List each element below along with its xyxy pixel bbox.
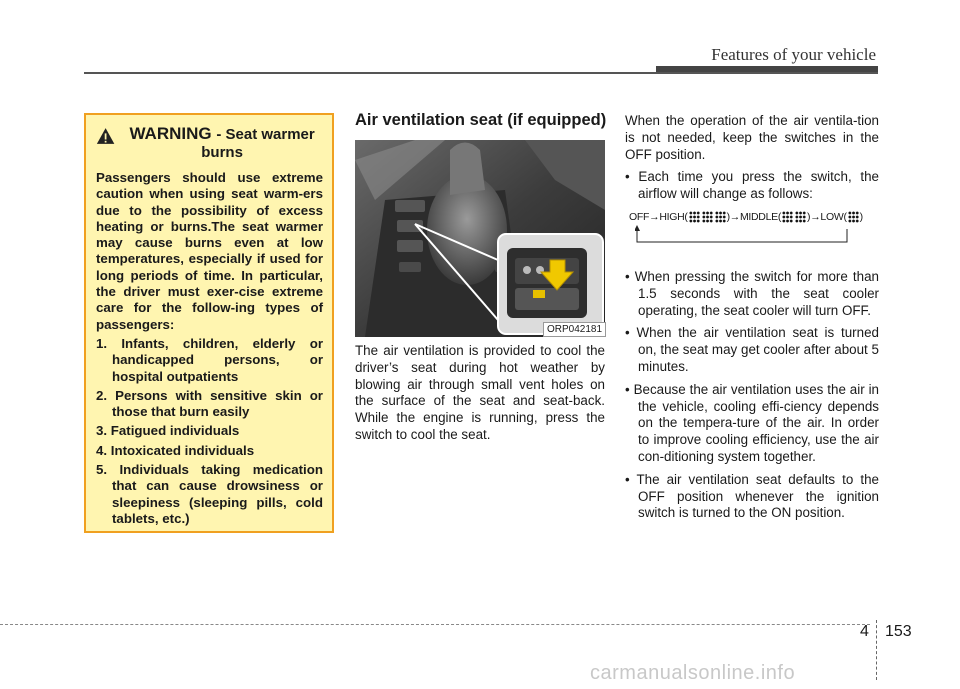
loop-arrow-icon bbox=[635, 225, 849, 245]
chapter-number: 4 bbox=[860, 623, 869, 640]
seat-vent-icon bbox=[715, 211, 726, 223]
warning-triangle-icon bbox=[96, 126, 115, 146]
section-title: Features of your vehicle bbox=[711, 45, 876, 64]
seat-vent-icon bbox=[702, 211, 713, 223]
bullet-item: • When the air ventilation seat is turned on, the seat may get cooler after about 5 minutes. bbox=[625, 325, 879, 374]
seat-vent-icon bbox=[848, 211, 859, 223]
warning-title bbox=[96, 125, 323, 161]
warning-subject: - Seat warmer burns bbox=[201, 126, 315, 161]
warning-list bbox=[96, 336, 323, 527]
airflow-sequence bbox=[625, 209, 879, 261]
page-separator bbox=[876, 620, 878, 680]
bullet-item: • Because the air ventilation uses the air in the vehicle, cooling effi-ciency depends on the tempera-ture of the air. In order to improve cooling efficiency, use the air con-ditioning system together. bbox=[625, 381, 879, 464]
seat-vent-icon bbox=[689, 211, 700, 223]
console-photo bbox=[355, 140, 605, 337]
flow-low: )→LOW( bbox=[807, 210, 847, 223]
seat-vent-icon bbox=[795, 211, 806, 223]
footer-rule bbox=[0, 624, 870, 625]
bullet-item: • Each time you press the switch, the airflow will change as follows: bbox=[625, 169, 879, 202]
section-heading: Air ventilation seat (if equipped) bbox=[355, 111, 607, 129]
warning-item: 2. Persons with sensitive skin or those that burn easily bbox=[96, 387, 323, 420]
bullet-item: • When pressing the switch for more than 1.5 seconds with the seat cooler operating, the seat cooler will turn OFF. bbox=[625, 268, 879, 318]
warning-item: 4. Intoxicated individuals bbox=[96, 442, 255, 458]
flow-arrow: → bbox=[649, 210, 660, 223]
warning-item: 1. Infants, children, elderly or handicapped persons, or hospital outpatients bbox=[96, 335, 323, 384]
warning-item: 3. Fatigued individuals bbox=[96, 423, 240, 439]
page-number: 153 bbox=[885, 623, 912, 640]
flow-close: ) bbox=[859, 210, 863, 223]
airflow-sequence-text bbox=[629, 209, 863, 226]
photo-caption: ORP042181 bbox=[543, 322, 606, 337]
right-column bbox=[625, 113, 879, 528]
watermark: carmanualsonline.info bbox=[590, 662, 796, 684]
warning-box bbox=[84, 113, 334, 533]
flow-high: HIGH( bbox=[659, 210, 688, 223]
seat-vent-icon bbox=[782, 211, 793, 223]
warning-label: WARNING bbox=[129, 124, 212, 143]
flow-middle: )→MIDDLE( bbox=[726, 210, 782, 223]
bullet-item: • The air ventilation seat defaults to the OFF position whenever the ignition switch is turned to the ON position. bbox=[625, 471, 879, 521]
header-rule bbox=[84, 72, 878, 74]
intro-paragraph: When the operation of the air ventila-tion is not needed, keep the switches in the OFF position. bbox=[625, 113, 879, 162]
warning-item: 5. Individuals taking medication that can cause drowsiness or sleepiness (sleeping pills, cold tablets, etc.) bbox=[96, 462, 323, 526]
description-paragraph: The air ventilation is provided to cool the driver’s seat during hot weather by blowing air through small vent holes on the surface of the seat and seat-back. While the engine is running, press the switch to cool the seat. bbox=[355, 343, 605, 442]
warning-intro: Passengers should use extreme caution when using seat warm-ers due to the possibility of excess heating or burns.The seat warmer may cause burns even at low temperatures, especially if used for long periods of time. In particular, the driver must exer-cise extreme care for the follow-ing types of passengers: bbox=[96, 170, 323, 332]
flow-off: OFF bbox=[629, 210, 650, 223]
